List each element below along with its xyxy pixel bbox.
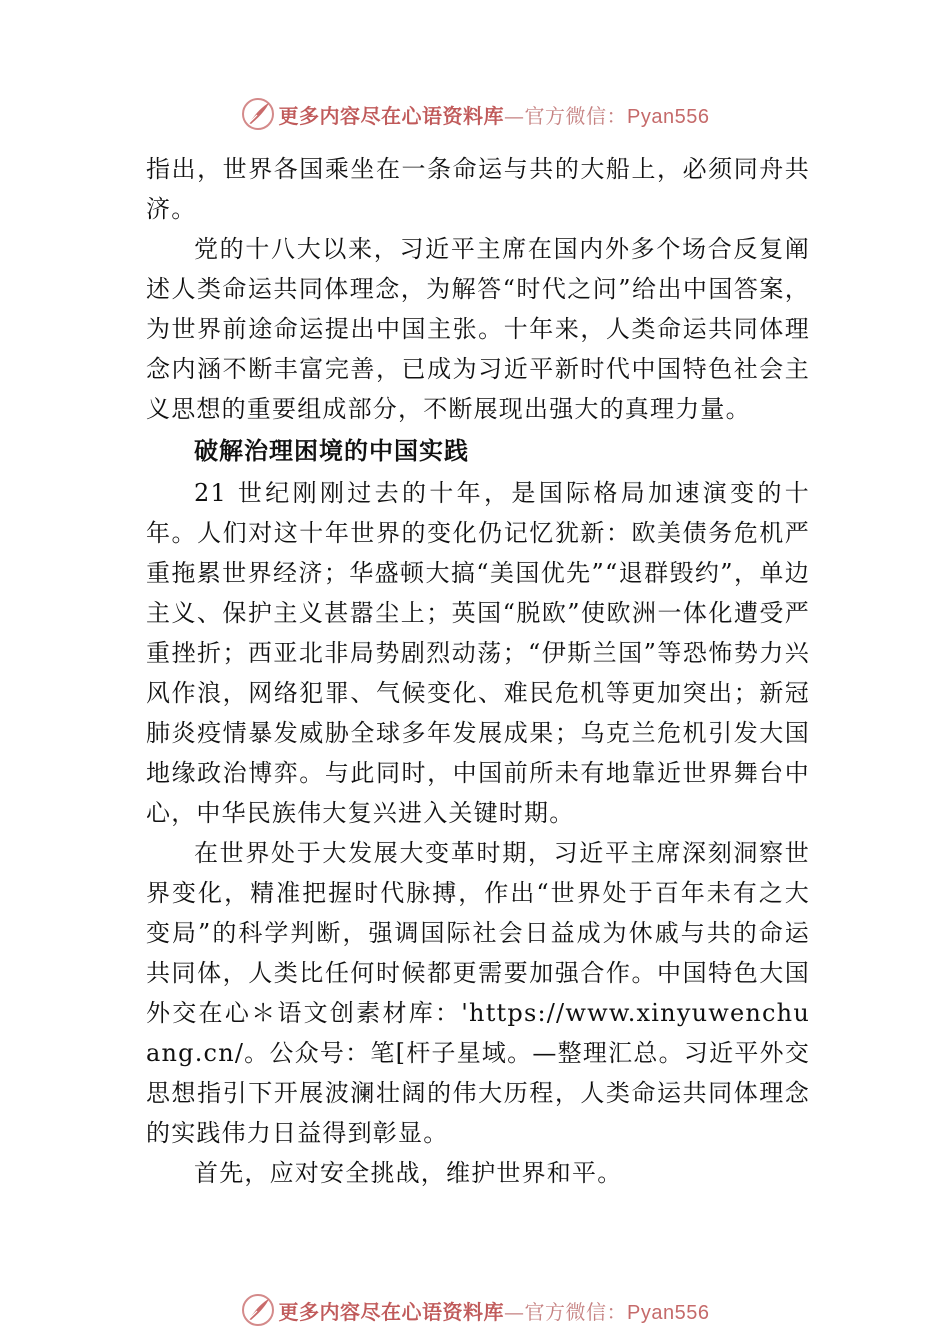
watermark-main-text: 更多内容尽在心语资料库 [278,103,505,128]
watermark-main-text: 更多内容尽在心语资料库 [278,1299,505,1324]
quill-seal-icon [241,1293,275,1327]
paragraph: 21 世纪刚刚过去的十年，是国际格局加速演变的十年。人们对这十年世界的变化仍记忆犹新：欧美债务危机严重拖累世界经济；华盛顿大搞“美国优先”“退群毁约”，单边主义、保护主义甚嚣尘上；英国“脱欧”使欧洲一体化遭受严重挫折；西亚北非局势剧烈动荡；“伊斯兰国”等恐怖势力兴风作浪，网络犯罪、气候变化、难民危机等更加突出；新冠肺炎疫情暴发威胁全球多年发展成果；乌克兰危机引发大国地缘政治博弈。与此同时，中国前所未有地靠近世界舞台中心，中华民族伟大复兴进入关键时期。 [146,479,810,827]
paragraph: 在世界处于大发展大变革时期，习近平主席深刻洞察世界变化，精准把握时代脉搏，作出“世界处于百年未有之大变局”的科学判断，强调国际社会日益成为休戚与共的命运共同体，人类比任何时候都更需要加强合作。中国特色大国外交在心＊语文创素材库：'https://www.xinyuwenchuang.cn/。公众号：笔[杆子星域。—整理汇总。习近平外交思想指引下开展波澜壮阔的伟大历程，人类命运共同体理念的实践伟力日益得到彰显。 [146,839,810,1147]
paragraph: 党的十八大以来，习近平主席在国内外多个场合反复阐述人类命运共同体理念，为解答“时代之问”给出中国答案，为世界前途命运提出中国主张。十年来，人类命运共同体理念内涵不断丰富完善，已成为习近平新时代中国特色社会主义思想的重要组成部分，不断展现出强大的真理力量。 [146,235,810,423]
watermark-wechat-id: Pyan556 [627,105,710,128]
article-body [146,149,810,1193]
watermark-header [0,94,950,134]
quill-seal-icon [241,97,275,131]
section-heading: 破解治理困境的中国实践 [194,437,469,465]
watermark-wechat-id: Pyan556 [627,1301,710,1324]
paragraph: 首先，应对安全挑战，维护世界和平。 [194,1159,623,1187]
paragraph: 指出，世界各国乘坐在一条命运与共的大船上，必须同舟共济。 [146,155,810,223]
watermark-footer [0,1290,950,1330]
watermark-sub-text: —官方微信： [504,103,628,128]
watermark-sub-text: —官方微信： [504,1299,628,1324]
